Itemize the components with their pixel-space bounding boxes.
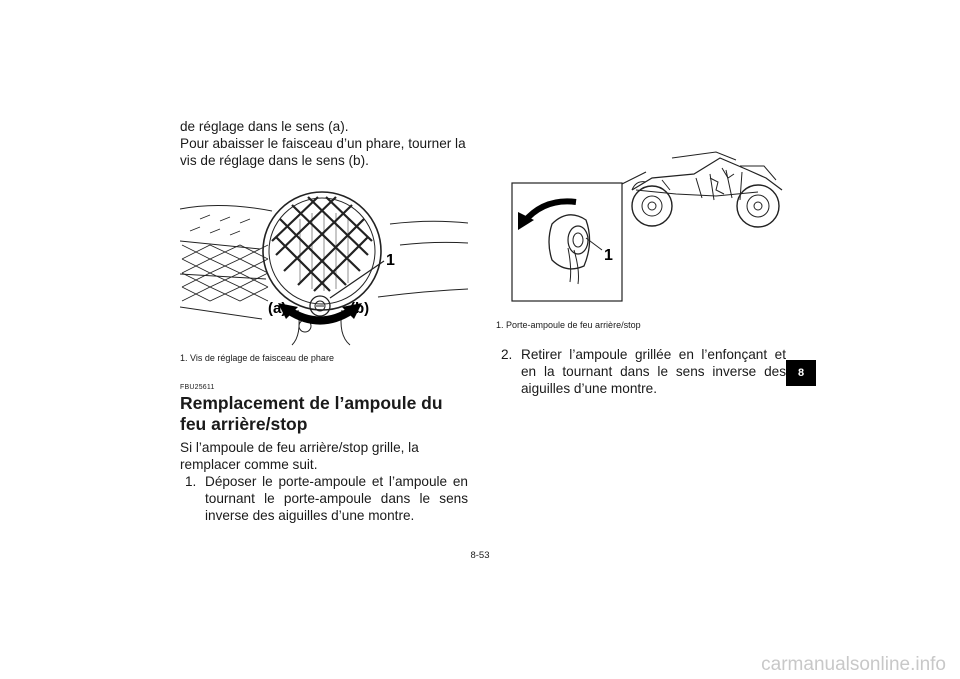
tail-light-figure <box>496 150 786 310</box>
chapter-tab: 8 <box>786 360 816 386</box>
watermark: carmanualsonline.info <box>761 654 946 675</box>
section-heading: Remplacement de l’ampoule du feu arrière/stop <box>180 393 443 434</box>
right-column <box>496 150 786 397</box>
direction-a-label: (a) <box>268 300 287 317</box>
step-2-number: 2. <box>501 347 513 362</box>
figure1-caption: 1. Vis de réglage de faisceau de phare <box>180 353 334 363</box>
section-code: FBU25611 <box>180 384 215 391</box>
step-1-text: Déposer le porte-ampoule et l’ampoule en tournant le porte-ampoule dans le sens inverse des aiguilles d’une montre. <box>205 474 468 523</box>
direction-b-label: (b) <box>350 300 370 317</box>
left-column <box>180 118 468 524</box>
intro-line-2: Pour abaisser le faisceau d’un phare, tourner la vis de réglage dans le sens (b). <box>180 136 466 168</box>
callout-1: 1 <box>386 252 395 269</box>
callout-1: 1 <box>604 247 613 264</box>
headlight-adjustment-figure <box>180 179 468 351</box>
step-1-number: 1. <box>185 474 197 489</box>
intro-line-1: de réglage dans le sens (a). <box>180 119 349 134</box>
section-paragraph: Si l’ampoule de feu arrière/stop grille, la remplacer comme suit. <box>180 440 419 472</box>
figure2-caption: 1. Porte-ampoule de feu arrière/stop <box>496 320 641 330</box>
step-1 <box>180 473 468 524</box>
step-2-text: Retirer l’ampoule grillée en l’enfonçant et en la tournant dans le sens inverse des aiguilles d’une montre. <box>521 347 786 396</box>
page-number: 8-53 <box>470 550 490 561</box>
step-2 <box>496 346 786 397</box>
